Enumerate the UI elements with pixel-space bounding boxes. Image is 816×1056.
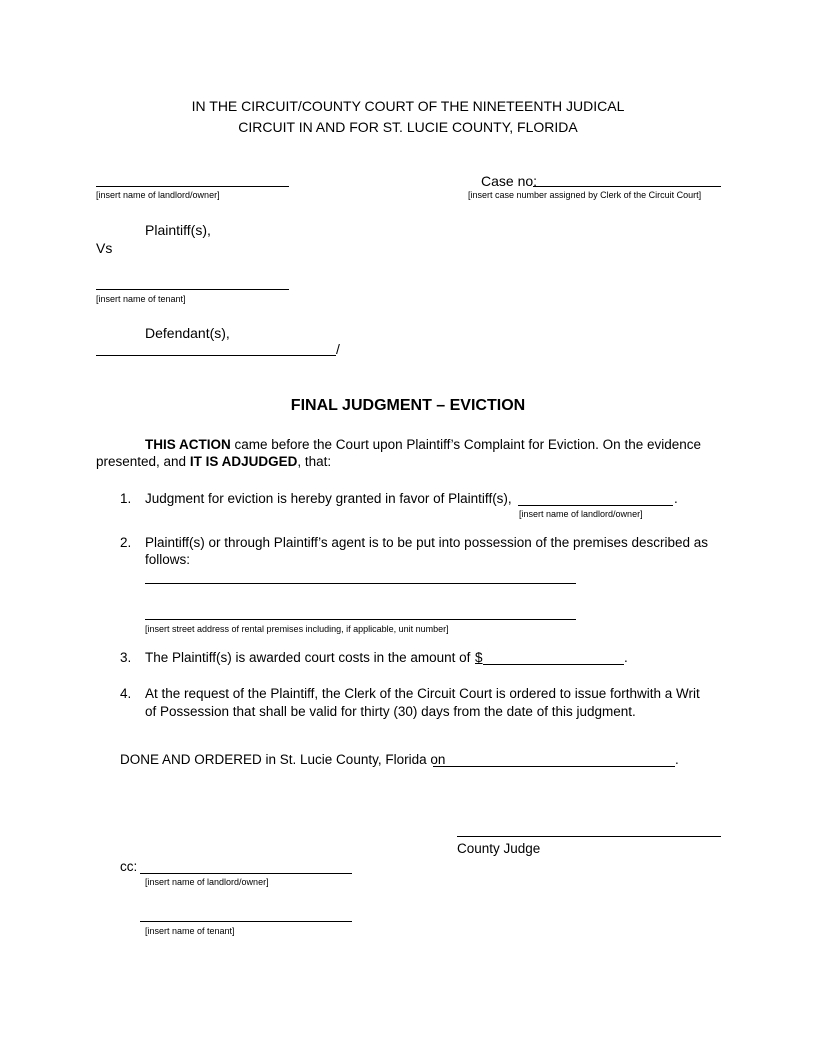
case-no-label: Case no: (481, 173, 538, 189)
item-1-number: 1. (120, 491, 132, 506)
intro-paragraph (96, 436, 720, 470)
cc-landlord-line[interactable] (140, 873, 352, 874)
vs-label: Vs (96, 240, 113, 256)
cc-label: cc: (120, 859, 138, 874)
item-1-landlord-line[interactable] (518, 505, 673, 506)
item-1-end: . (674, 491, 678, 506)
landlord-name-line[interactable] (96, 186, 289, 187)
intro-bold-this-action: THIS ACTION (145, 437, 231, 452)
case-no-line[interactable] (533, 186, 721, 187)
court-header-line-2: CIRCUIT IN AND FOR ST. LUCIE COUNTY, FLORIDA (238, 119, 578, 135)
caption-slash: / (336, 341, 340, 357)
item-4-number: 4. (120, 686, 132, 701)
item-3-number: 3. (120, 650, 132, 665)
item-3-text: The Plaintiff(s) is awarded court costs in the amount of (145, 650, 471, 665)
cc-tenant-line[interactable] (140, 921, 352, 922)
item-2-address-line-2[interactable] (145, 619, 576, 620)
intro-text-1: came before the Court upon Plaintiff’s Complaint for Eviction. On the evidence presented, and (96, 437, 702, 469)
landlord-name-hint: [insert name of landlord/owner] (96, 190, 220, 200)
item-2-number: 2. (120, 535, 132, 550)
cc-tenant-hint: [insert name of tenant] (145, 926, 235, 936)
tenant-name-line[interactable] (96, 289, 289, 290)
item-3-amount-line[interactable] (483, 664, 624, 665)
tenant-name-hint: [insert name of tenant] (96, 294, 186, 304)
item-4-text-line-1: At the request of the Plaintiff, the Clerk of the Circuit Court is ordered to issue forthwith a Writ (145, 686, 700, 701)
case-no-hint: [insert case number assigned by Clerk of the Circuit Court] (468, 190, 702, 200)
item-4-text-line-2: of Possession that shall be valid for thirty (30) days from the date of this judgment. (145, 704, 636, 719)
item-2-hint: [insert street address of rental premises including, if applicable, unit number] (145, 624, 449, 634)
defendant-signature-line (96, 355, 336, 356)
cc-landlord-hint: [insert name of landlord/owner] (145, 877, 269, 887)
defendant-label: Defendant(s), (145, 325, 230, 341)
done-ordered-end: . (675, 752, 679, 767)
item-1-text: Judgment for eviction is hereby granted in favor of Plaintiff(s), (145, 491, 512, 506)
judge-signature-label: County Judge (457, 841, 541, 856)
done-ordered-date-line[interactable] (433, 766, 675, 767)
intro-text-2: , that: (297, 454, 332, 469)
court-header-line-1: IN THE CIRCUIT/COUNTY COURT OF THE NINETEENTH JUDICAL (191, 98, 625, 114)
plaintiff-label: Plaintiff(s), (145, 222, 211, 238)
intro-bold-adjudged: IT IS ADJUDGED (189, 454, 298, 469)
item-1-hint: [insert name of landlord/owner] (519, 509, 643, 519)
item-3-end: . (624, 650, 628, 665)
item-2-text-line-2: follows: (145, 552, 191, 567)
item-2-address-line-1[interactable] (145, 583, 576, 584)
item-2-text-line-1: Plaintiff(s) or through Plaintiff’s agent is to be put into possession of the premises described as (145, 535, 709, 550)
item-3-dollar-sign: $ (475, 650, 483, 665)
judge-signature-line[interactable] (457, 836, 721, 837)
document-title: FINAL JUDGMENT – EVICTION (290, 397, 526, 414)
done-ordered-text: DONE AND ORDERED in St. Lucie County, Florida on (120, 752, 446, 767)
